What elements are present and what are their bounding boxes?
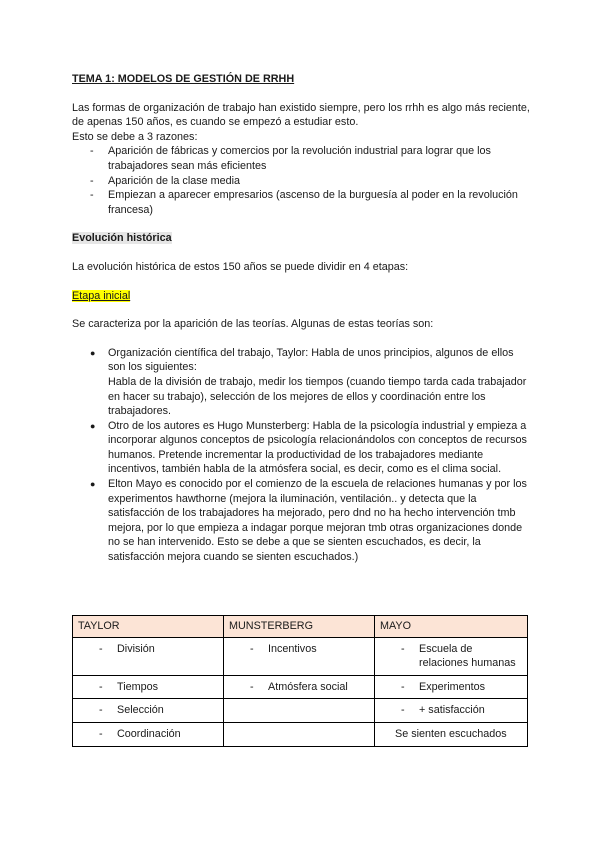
list-item-text: Habla de la división de trabajo, medir los tiempos (cuando tiempo tarda cada trabajador en hacer su trabajo), selección de los mejores de ellos y coordinación entre los trabajadores. <box>108 375 527 418</box>
intro-paragraph: Las formas de organización de trabajo han existido siempre, pero los rrhh es algo más reciente, de apenas 150 años, es cuando se empezó a estudiar esto. <box>72 101 530 129</box>
cell-text: Se sienten escuchados <box>395 727 507 740</box>
header-label: MAYO <box>380 620 411 632</box>
list-item-text: Empiezan a aparecer empresarios (ascenso de la burguesía al poder en la revolución francesa) <box>108 189 518 216</box>
evolucion-paragraph: La evolución histórica de estos 150 años se puede dividir en 4 etapas: <box>72 260 409 273</box>
table-row <box>73 675 528 699</box>
dash-marker: - <box>90 189 94 202</box>
table-header-cell <box>224 616 375 638</box>
cell-text: + satisfacción <box>419 704 485 717</box>
etapa-paragraph: Se caracteriza por la aparición de las teorías. Algunas de estas teorías son: <box>72 318 434 331</box>
cell-text: Coordinación <box>117 727 181 740</box>
cell-text: Incentivos <box>268 642 317 655</box>
table-header-cell <box>73 616 224 638</box>
table-cell: - Atmósfera social <box>224 675 375 699</box>
table-cell: - Incentivos <box>224 637 375 675</box>
cell-text: Atmósfera social <box>268 680 348 693</box>
bullet-marker: ● <box>90 347 96 358</box>
table-cell: - Selección <box>73 699 224 723</box>
table-header-cell <box>375 616 528 638</box>
table-cell: - División <box>73 637 224 675</box>
table-cell <box>224 699 375 723</box>
section-heading-evolucion: Evolución histórica <box>72 232 172 245</box>
table-cell: - Experimentos <box>375 675 528 699</box>
list-item <box>72 346 532 419</box>
cell-text: Experimentos <box>419 680 486 693</box>
list-item <box>72 144 532 173</box>
table-cell <box>224 722 375 746</box>
table-cell: - Tiempos <box>73 675 224 699</box>
document-body <box>72 72 532 565</box>
list-item <box>72 477 532 565</box>
reasons-list <box>72 144 532 217</box>
bullet-marker: ● <box>90 420 96 431</box>
table-row <box>73 699 528 723</box>
document-title: TEMA 1: MODELOS DE GESTIÓN DE RRHH <box>72 73 295 85</box>
table-cell: - Escuela de relaciones humanas <box>375 637 528 675</box>
list-item-text: Aparición de fábricas y comercios por la revolución industrial para lograr que los trabajadores sean más eficientes <box>108 145 491 172</box>
cell-text: Selección <box>117 704 164 717</box>
theories-list <box>72 346 532 565</box>
comparison-table <box>72 615 528 747</box>
table-cell: - + satisfacción <box>375 699 528 723</box>
section-heading-etapa-inicial: Etapa inicial <box>72 289 131 302</box>
dash-marker: - <box>90 145 94 158</box>
cell-text: Escuela de relaciones humanas <box>419 642 516 670</box>
list-item-text: Aparición de la clase media <box>108 174 241 187</box>
intro-reasons-lead: Esto se debe a 3 razones: <box>72 130 198 143</box>
table-cell: - Coordinación <box>73 722 224 746</box>
list-item <box>72 419 532 477</box>
list-item <box>72 188 532 217</box>
cell-text: División <box>117 642 155 655</box>
dash-marker: - <box>90 174 94 187</box>
table-row <box>73 722 528 746</box>
cell-text: Tiempos <box>117 680 158 693</box>
list-item-text: Organización científica del trabajo, Taylor: Habla de unos principios, algunos de ellos son los siguientes: <box>108 346 514 374</box>
list-item-text: Elton Mayo es conocido por el comienzo de la escuela de relaciones humanas y por los experimentos hawthorne (mejora la iluminación, ventilación.. y detecta que la satisfacción de los trabajadores ha mejorado, pero dnd no ha hecho intervención tmb mejora, por lo que empieza a indagar porque mejoran tmb otras organizaciones donde no se han intervenido. Esto se debe a que se sienten escuchados, es decir, la satisfacción mejora cuando se sienten escuchados.) <box>108 478 527 564</box>
table-cell <box>375 722 528 746</box>
list-item <box>72 174 532 189</box>
bullet-marker: ● <box>90 479 96 490</box>
header-label: TAYLOR <box>78 620 120 632</box>
list-item-text: Otro de los autores es Hugo Munsterberg: Habla de la psicología industrial y empieza a incorporar algunos conceptos de psicología relacionándolos con conceptos de recursos humanos. Pretende incrementar la productividad de los trabajadores mediante incentivos, también habla de la atmósfera social, es decir, como es el clima social. <box>108 419 527 476</box>
table-row <box>73 637 528 675</box>
header-label: MUNSTERBERG <box>229 620 313 632</box>
table-header-row <box>73 616 528 638</box>
